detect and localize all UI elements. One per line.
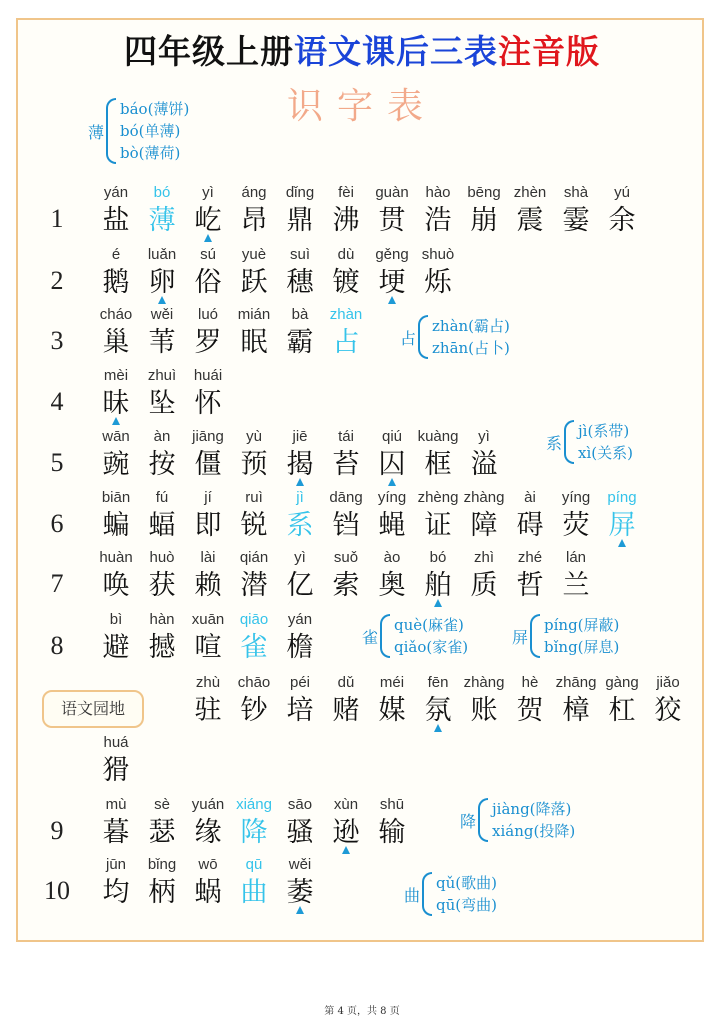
- char-cell: [599, 489, 645, 543]
- pinyin: huò: [149, 549, 175, 566]
- hanzi: 撼: [148, 632, 176, 663]
- pinyin: jiāng: [192, 428, 224, 445]
- hanzi: 崩: [470, 205, 498, 236]
- hanzi: 溢: [470, 449, 498, 480]
- char-cell: [553, 549, 599, 603]
- hanzi: 暮: [102, 817, 130, 848]
- hanzi: 奥: [378, 570, 406, 601]
- pinyin: chāo: [237, 674, 271, 691]
- hanzi: 盐: [102, 205, 130, 236]
- pinyin: zhàng: [463, 489, 505, 506]
- hanzi: 罗: [194, 327, 222, 358]
- note-item: bò(薄荷): [120, 144, 181, 162]
- char-cell: [185, 367, 231, 421]
- pinyin: zhì: [473, 549, 494, 566]
- pinyin: bó: [429, 549, 447, 566]
- section-label-garden: 语文园地: [42, 690, 144, 728]
- pinyin: guàn: [375, 184, 409, 201]
- char-cell: [415, 246, 461, 300]
- hanzi: 框: [424, 449, 452, 480]
- polyphone-note-xi: [546, 420, 633, 464]
- hanzi: 缘: [194, 817, 222, 848]
- hanzi: 狡: [654, 695, 682, 726]
- pinyin: píng: [607, 489, 637, 506]
- pronunciation-mark-icon: [434, 724, 442, 732]
- hanzi: 唤: [102, 570, 130, 601]
- note-item: qǔ(歌曲): [436, 874, 497, 892]
- note-head: 降: [460, 811, 477, 831]
- pinyin: yì: [478, 428, 490, 445]
- pinyin: wō: [198, 856, 218, 873]
- pinyin: ài: [524, 489, 536, 506]
- row-number: 6: [50, 509, 64, 538]
- pinyin: gěng: [375, 246, 409, 263]
- hanzi: 骚: [286, 817, 314, 848]
- hanzi: 俗: [194, 267, 222, 298]
- pinyin: shà: [563, 184, 589, 201]
- hanzi: 跃: [240, 267, 268, 298]
- section-subtitle: 识字表: [286, 86, 437, 127]
- pinyin: jūn: [105, 856, 127, 873]
- pinyin: jì: [296, 489, 304, 506]
- note-item: qū(弯曲): [436, 896, 497, 914]
- pinyin: sú: [200, 246, 216, 263]
- row-number: 2: [50, 266, 64, 295]
- pinyin: luǎn: [147, 246, 177, 263]
- pinyin: yuè: [241, 246, 267, 263]
- hanzi: 贯: [378, 205, 406, 236]
- hanzi: 昂: [240, 205, 268, 236]
- pinyin: zhèng: [417, 489, 459, 506]
- brace: [380, 614, 390, 658]
- pinyin: ruì: [245, 489, 263, 506]
- pinyin: yán: [287, 611, 313, 628]
- pinyin: qiāo: [239, 611, 269, 628]
- pinyin: sè: [154, 796, 170, 813]
- hanzi: 避: [102, 632, 130, 663]
- hanzi: 卵: [148, 267, 176, 298]
- note-item: píng(屏蔽): [544, 616, 620, 634]
- hanzi: 逊: [332, 817, 360, 848]
- hanzi: 培: [286, 695, 314, 726]
- pinyin: xuān: [191, 611, 225, 628]
- hanzi: 巢: [102, 327, 130, 358]
- note-item: jiàng(降落): [492, 800, 572, 818]
- pinyin: shū: [379, 796, 405, 813]
- pinyin: méi: [379, 674, 405, 691]
- page-title: [0, 26, 724, 73]
- char-cell: [461, 428, 507, 482]
- pinyin: wān: [102, 428, 130, 445]
- hanzi: 系: [286, 510, 314, 541]
- hanzi: 震: [516, 205, 544, 236]
- hanzi: 获: [148, 570, 176, 601]
- pronunciation-mark-icon: [204, 234, 212, 242]
- pinyin: zhuì: [147, 367, 177, 384]
- pinyin: áng: [241, 184, 267, 201]
- hanzi: 萎: [286, 877, 314, 908]
- hanzi: 沸: [332, 205, 360, 236]
- pinyin: yán: [103, 184, 129, 201]
- note-head: 曲: [404, 885, 421, 905]
- pinyin: zhù: [195, 674, 221, 691]
- pinyin: huàn: [99, 549, 133, 566]
- brace: [106, 98, 116, 164]
- note-item: jì(系带): [578, 422, 630, 440]
- pinyin: kuàng: [417, 428, 459, 445]
- pinyin: fú: [155, 489, 169, 506]
- hanzi: 昧: [102, 388, 130, 419]
- hanzi: 舶: [424, 570, 452, 601]
- hanzi: 鹅: [102, 267, 130, 298]
- hanzi: 穗: [286, 267, 314, 298]
- row-number: 10: [44, 876, 70, 905]
- hanzi: 索: [332, 570, 360, 601]
- hanzi: 即: [194, 510, 222, 541]
- hanzi: 驻: [194, 695, 222, 726]
- pronunciation-mark-icon: [388, 296, 396, 304]
- pinyin: wěi: [288, 856, 312, 873]
- pinyin: qián: [239, 549, 269, 566]
- pronunciation-mark-icon: [388, 478, 396, 486]
- hanzi: 霸: [286, 327, 314, 358]
- pinyin: yíng: [561, 489, 591, 506]
- pinyin: yì: [294, 549, 306, 566]
- pinyin: jiǎo: [656, 674, 680, 691]
- note-item: bǐng(屏息): [544, 638, 620, 656]
- hanzi: 锐: [240, 510, 268, 541]
- pronunciation-mark-icon: [618, 539, 626, 547]
- row-number: 7: [50, 569, 64, 598]
- pinyin: bǐng: [147, 856, 177, 873]
- note-item: bó(单薄): [120, 122, 181, 140]
- pinyin: huái: [193, 367, 223, 384]
- hanzi: 证: [424, 510, 452, 541]
- hanzi: 揭: [286, 449, 314, 480]
- title-part-pinyin: 注音版: [498, 32, 600, 71]
- note-head: 系: [546, 433, 563, 453]
- hanzi: 烁: [424, 267, 452, 298]
- pinyin: dāng: [329, 489, 363, 506]
- hanzi: 囚: [378, 449, 406, 480]
- pinyin: dǐng: [285, 184, 315, 201]
- pinyin: huá: [103, 734, 129, 751]
- pinyin: xiáng: [236, 796, 272, 813]
- note-item: qiǎo(家雀): [394, 638, 469, 656]
- char-cell: [645, 674, 691, 728]
- note-head: 薄: [88, 122, 105, 142]
- pinyin: shuò: [421, 246, 455, 263]
- pinyin: lán: [565, 549, 587, 566]
- pinyin: suì: [289, 246, 310, 263]
- pinyin: zhàng: [463, 674, 505, 691]
- hanzi: 荧: [562, 510, 590, 541]
- hanzi: 豌: [102, 449, 130, 480]
- hanzi: 哲: [516, 570, 544, 601]
- hanzi: 杠: [608, 695, 636, 726]
- row-number: 1: [50, 204, 64, 233]
- hanzi: 喧: [194, 632, 222, 663]
- pinyin: jiē: [292, 428, 308, 445]
- hanzi: 柄: [148, 877, 176, 908]
- hanzi: 镀: [332, 267, 360, 298]
- brace: [478, 798, 488, 842]
- polyphone-note-bao: [88, 98, 189, 164]
- pronunciation-mark-icon: [112, 417, 120, 425]
- hanzi: 埂: [378, 267, 406, 298]
- note-item: xì(关系): [578, 444, 633, 462]
- hanzi: 按: [148, 449, 176, 480]
- char-cell: [93, 734, 139, 788]
- hanzi: 占: [332, 327, 360, 358]
- pinyin: àn: [153, 428, 171, 445]
- pronunciation-mark-icon: [434, 599, 442, 607]
- pinyin: é: [111, 246, 121, 263]
- hanzi: 怀: [194, 388, 222, 419]
- pinyin: qū: [245, 856, 263, 873]
- hanzi: 坠: [148, 388, 176, 419]
- hanzi: 霎: [562, 205, 590, 236]
- pinyin: wěi: [150, 306, 174, 323]
- hanzi: 障: [470, 510, 498, 541]
- pinyin: yíng: [377, 489, 407, 506]
- hanzi: 鼎: [286, 205, 314, 236]
- pinyin: hàn: [149, 611, 175, 628]
- pinyin: dǔ: [337, 674, 355, 691]
- pinyin: ào: [383, 549, 401, 566]
- pinyin: zhé: [517, 549, 543, 566]
- pinyin: bó: [153, 184, 171, 201]
- hanzi: 潜: [240, 570, 268, 601]
- hanzi: 眠: [240, 327, 268, 358]
- pinyin: lài: [200, 549, 216, 566]
- note-item: zhān(占卜): [432, 339, 510, 357]
- polyphone-note-ping: [512, 614, 619, 658]
- pinyin: hào: [425, 184, 451, 201]
- char-cell: [599, 184, 645, 238]
- pinyin: hè: [521, 674, 539, 691]
- brace: [564, 420, 574, 464]
- polyphone-note-zhan: [400, 315, 510, 359]
- pinyin: yì: [202, 184, 214, 201]
- brace: [530, 614, 540, 658]
- note-item: báo(薄饼): [120, 100, 190, 118]
- hanzi: 蝙: [102, 510, 130, 541]
- hanzi: 曲: [240, 877, 268, 908]
- hanzi: 苔: [332, 449, 360, 480]
- polyphone-note-qu: [404, 872, 497, 916]
- hanzi: 檐: [286, 632, 314, 663]
- hanzi: 屏: [608, 510, 636, 541]
- pinyin: sāo: [287, 796, 313, 813]
- brace: [418, 315, 428, 359]
- pinyin: bà: [291, 306, 309, 323]
- pinyin: yù: [246, 428, 262, 445]
- pinyin: bēng: [467, 184, 501, 201]
- pronunciation-mark-icon: [296, 478, 304, 486]
- pinyin: gàng: [605, 674, 639, 691]
- row-number: 3: [50, 326, 64, 355]
- hanzi: 贺: [516, 695, 544, 726]
- hanzi: 赖: [194, 570, 222, 601]
- pinyin: zhèn: [513, 184, 547, 201]
- hanzi: 均: [102, 877, 130, 908]
- title-part-tables: 语文课后三表: [294, 32, 498, 71]
- pinyin: luó: [197, 306, 219, 323]
- pinyin: yú: [614, 184, 630, 201]
- hanzi: 苇: [148, 327, 176, 358]
- hanzi: 浩: [424, 205, 452, 236]
- row-number: 5: [50, 448, 64, 477]
- hanzi: 媒: [378, 695, 406, 726]
- pinyin: suǒ: [333, 549, 359, 566]
- pronunciation-mark-icon: [296, 906, 304, 914]
- hanzi: 质: [470, 570, 498, 601]
- pinyin: tái: [338, 428, 354, 445]
- hanzi: 降: [240, 817, 268, 848]
- char-cell: [277, 856, 323, 910]
- row-number: 4: [50, 387, 64, 416]
- hanzi: 薄: [148, 205, 176, 236]
- hanzi: 预: [240, 449, 268, 480]
- hanzi: 蝠: [148, 510, 176, 541]
- note-item: xiáng(投降): [492, 822, 576, 840]
- note-head: 占: [400, 328, 417, 348]
- pinyin: yuán: [191, 796, 225, 813]
- pinyin: péi: [289, 674, 311, 691]
- row-number: 8: [50, 631, 64, 660]
- char-cell: [323, 306, 369, 360]
- hanzi: 余: [608, 205, 636, 236]
- pinyin: zhàn: [329, 306, 363, 323]
- hanzi: 钞: [240, 695, 268, 726]
- hanzi: 瑟: [148, 817, 176, 848]
- pinyin: cháo: [99, 306, 133, 323]
- pinyin: fèi: [338, 184, 354, 201]
- hanzi: 樟: [562, 695, 590, 726]
- pronunciation-mark-icon: [342, 846, 350, 854]
- note-head: 屏: [512, 627, 529, 647]
- polyphone-note-jiang: [460, 798, 575, 842]
- hanzi: 碍: [516, 510, 544, 541]
- pinyin: jí: [204, 489, 212, 506]
- hanzi: 雀: [240, 632, 268, 663]
- pinyin: dù: [337, 246, 355, 263]
- polyphone-note-que: [362, 614, 468, 658]
- hanzi: 兰: [562, 570, 590, 601]
- hanzi: 蜗: [194, 877, 222, 908]
- pronunciation-mark-icon: [158, 296, 166, 304]
- note-head: 雀: [362, 627, 379, 647]
- pinyin: bì: [109, 611, 123, 628]
- hanzi: 铛: [332, 510, 360, 541]
- pinyin: mèi: [103, 367, 129, 384]
- hanzi: 输: [378, 817, 406, 848]
- pinyin: zhāng: [555, 674, 597, 691]
- char-cell: [369, 796, 415, 850]
- hanzi: 亿: [286, 570, 314, 601]
- pinyin: qiú: [381, 428, 403, 445]
- page-footer: 第 4 页，共 8 页: [324, 1006, 400, 1017]
- hanzi: 僵: [194, 449, 222, 480]
- hanzi: 赌: [332, 695, 360, 726]
- note-item: zhàn(霸占): [432, 317, 510, 335]
- pinyin: mián: [237, 306, 271, 323]
- hanzi: 账: [470, 695, 498, 726]
- hanzi: 猾: [102, 755, 130, 786]
- char-cell: [277, 611, 323, 665]
- pinyin: xùn: [333, 796, 359, 813]
- pinyin: biān: [101, 489, 131, 506]
- hanzi: 氛: [424, 695, 452, 726]
- hanzi: 蝇: [378, 510, 406, 541]
- brace: [422, 872, 432, 916]
- row-number: 9: [50, 816, 64, 845]
- hanzi: 屹: [194, 205, 222, 236]
- pinyin: fēn: [427, 674, 449, 691]
- pinyin: mù: [105, 796, 127, 813]
- title-part-grade: 四年级上册: [124, 32, 294, 71]
- note-item: què(麻雀): [394, 616, 464, 634]
